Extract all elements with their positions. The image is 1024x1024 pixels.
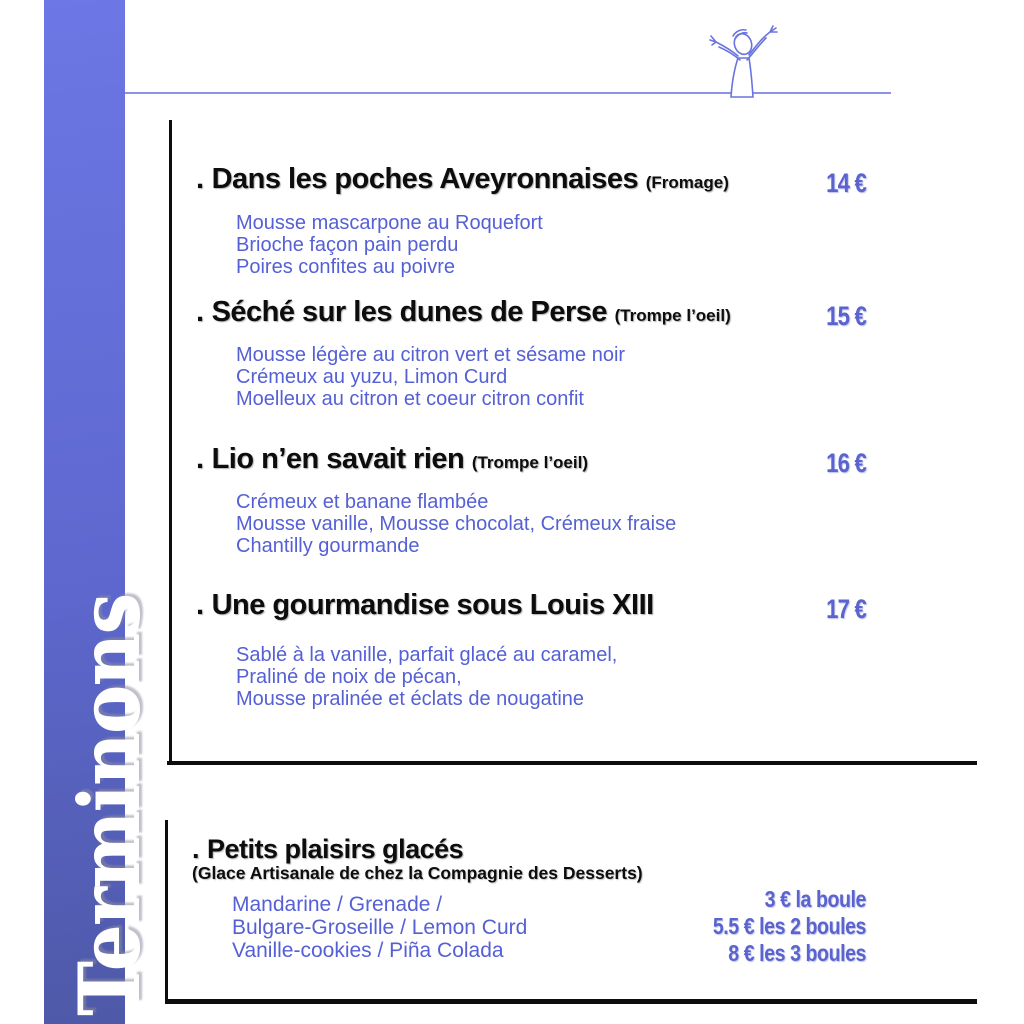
glaces-section-bottom-border <box>165 999 977 1004</box>
item-title-text: Dans les poches Aveyronnaises <box>211 163 639 195</box>
flavor-line: Mandarine / Grenade / <box>232 893 443 916</box>
glaces-title-text: Petits plaisirs glacés <box>207 834 464 864</box>
item-title-text: Une gourmandise sous Louis XIII <box>211 589 654 621</box>
item-price: 16 € <box>826 448 866 478</box>
glaces-title <box>192 834 463 865</box>
desc-line: Mousse pralinée et éclats de nougatine <box>236 688 585 710</box>
boule-price-line: 3 € la boule <box>764 886 866 912</box>
item-description <box>236 644 617 710</box>
top-section-left-border <box>169 120 172 765</box>
glaces-flavors <box>232 893 527 962</box>
flavor-line: Vanille-cookies / Piña Colada <box>232 939 504 962</box>
glaces-prices <box>674 886 866 967</box>
item-description <box>236 212 543 278</box>
item-description <box>236 344 625 410</box>
sidebar-title: Terminons <box>60 594 159 1016</box>
menu-item-title <box>196 443 588 476</box>
item-price: 14 € <box>826 168 866 198</box>
desc-line: Sablé à la vanille, parfait glacé au caramel, <box>236 644 618 666</box>
desc-line: Crémeux au yuzu, Limon Curd <box>236 366 508 388</box>
item-title-text: Lio n’en savait rien <box>211 443 465 475</box>
item-price: 15 € <box>826 301 866 331</box>
desc-line: Moelleux au citron et coeur citron confit <box>236 388 584 410</box>
item-bullet: . <box>192 834 200 864</box>
boule-price-line: 8 € les 3 boules <box>728 940 866 966</box>
menu-item-title <box>196 296 731 329</box>
desc-line: Praliné de noix de pécan, <box>236 666 462 688</box>
item-bullet: . <box>196 443 204 475</box>
item-title-text: Séché sur les dunes de Perse <box>211 296 607 328</box>
desc-line: Poires confites au poivre <box>236 256 456 278</box>
desc-line: Mousse légère au citron vert et sésame noir <box>236 344 626 366</box>
top-section-bottom-border <box>167 761 977 765</box>
item-tag: (Trompe l’oeil) <box>614 306 731 325</box>
menu-item-title <box>196 589 654 622</box>
cheering-person-icon <box>700 22 804 98</box>
flavor-line: Bulgare-Groseille / Lemon Curd <box>232 916 528 939</box>
item-tag: (Fromage) <box>645 173 729 192</box>
item-price: 17 € <box>826 594 866 624</box>
desc-line: Brioche façon pain perdu <box>236 234 459 256</box>
boule-price-line: 5.5 € les 2 boules <box>712 913 866 939</box>
item-bullet: . <box>196 163 204 195</box>
menu-item-title <box>196 163 729 196</box>
desc-line: Crémeux et banane flambée <box>236 491 489 513</box>
item-tag: (Trompe l’oeil) <box>471 453 588 472</box>
glaces-section-left-border <box>165 820 168 1003</box>
item-bullet: . <box>196 589 204 621</box>
item-bullet: . <box>196 296 204 328</box>
glaces-subtitle: (Glace Artisanale de chez la Compagnie des Desserts) <box>192 863 643 883</box>
item-description <box>236 491 676 557</box>
desc-line: Mousse mascarpone au Roquefort <box>236 212 543 234</box>
desc-line: Chantilly gourmande <box>236 535 420 557</box>
desc-line: Mousse vanille, Mousse chocolat, Crémeux fraise <box>236 513 677 535</box>
